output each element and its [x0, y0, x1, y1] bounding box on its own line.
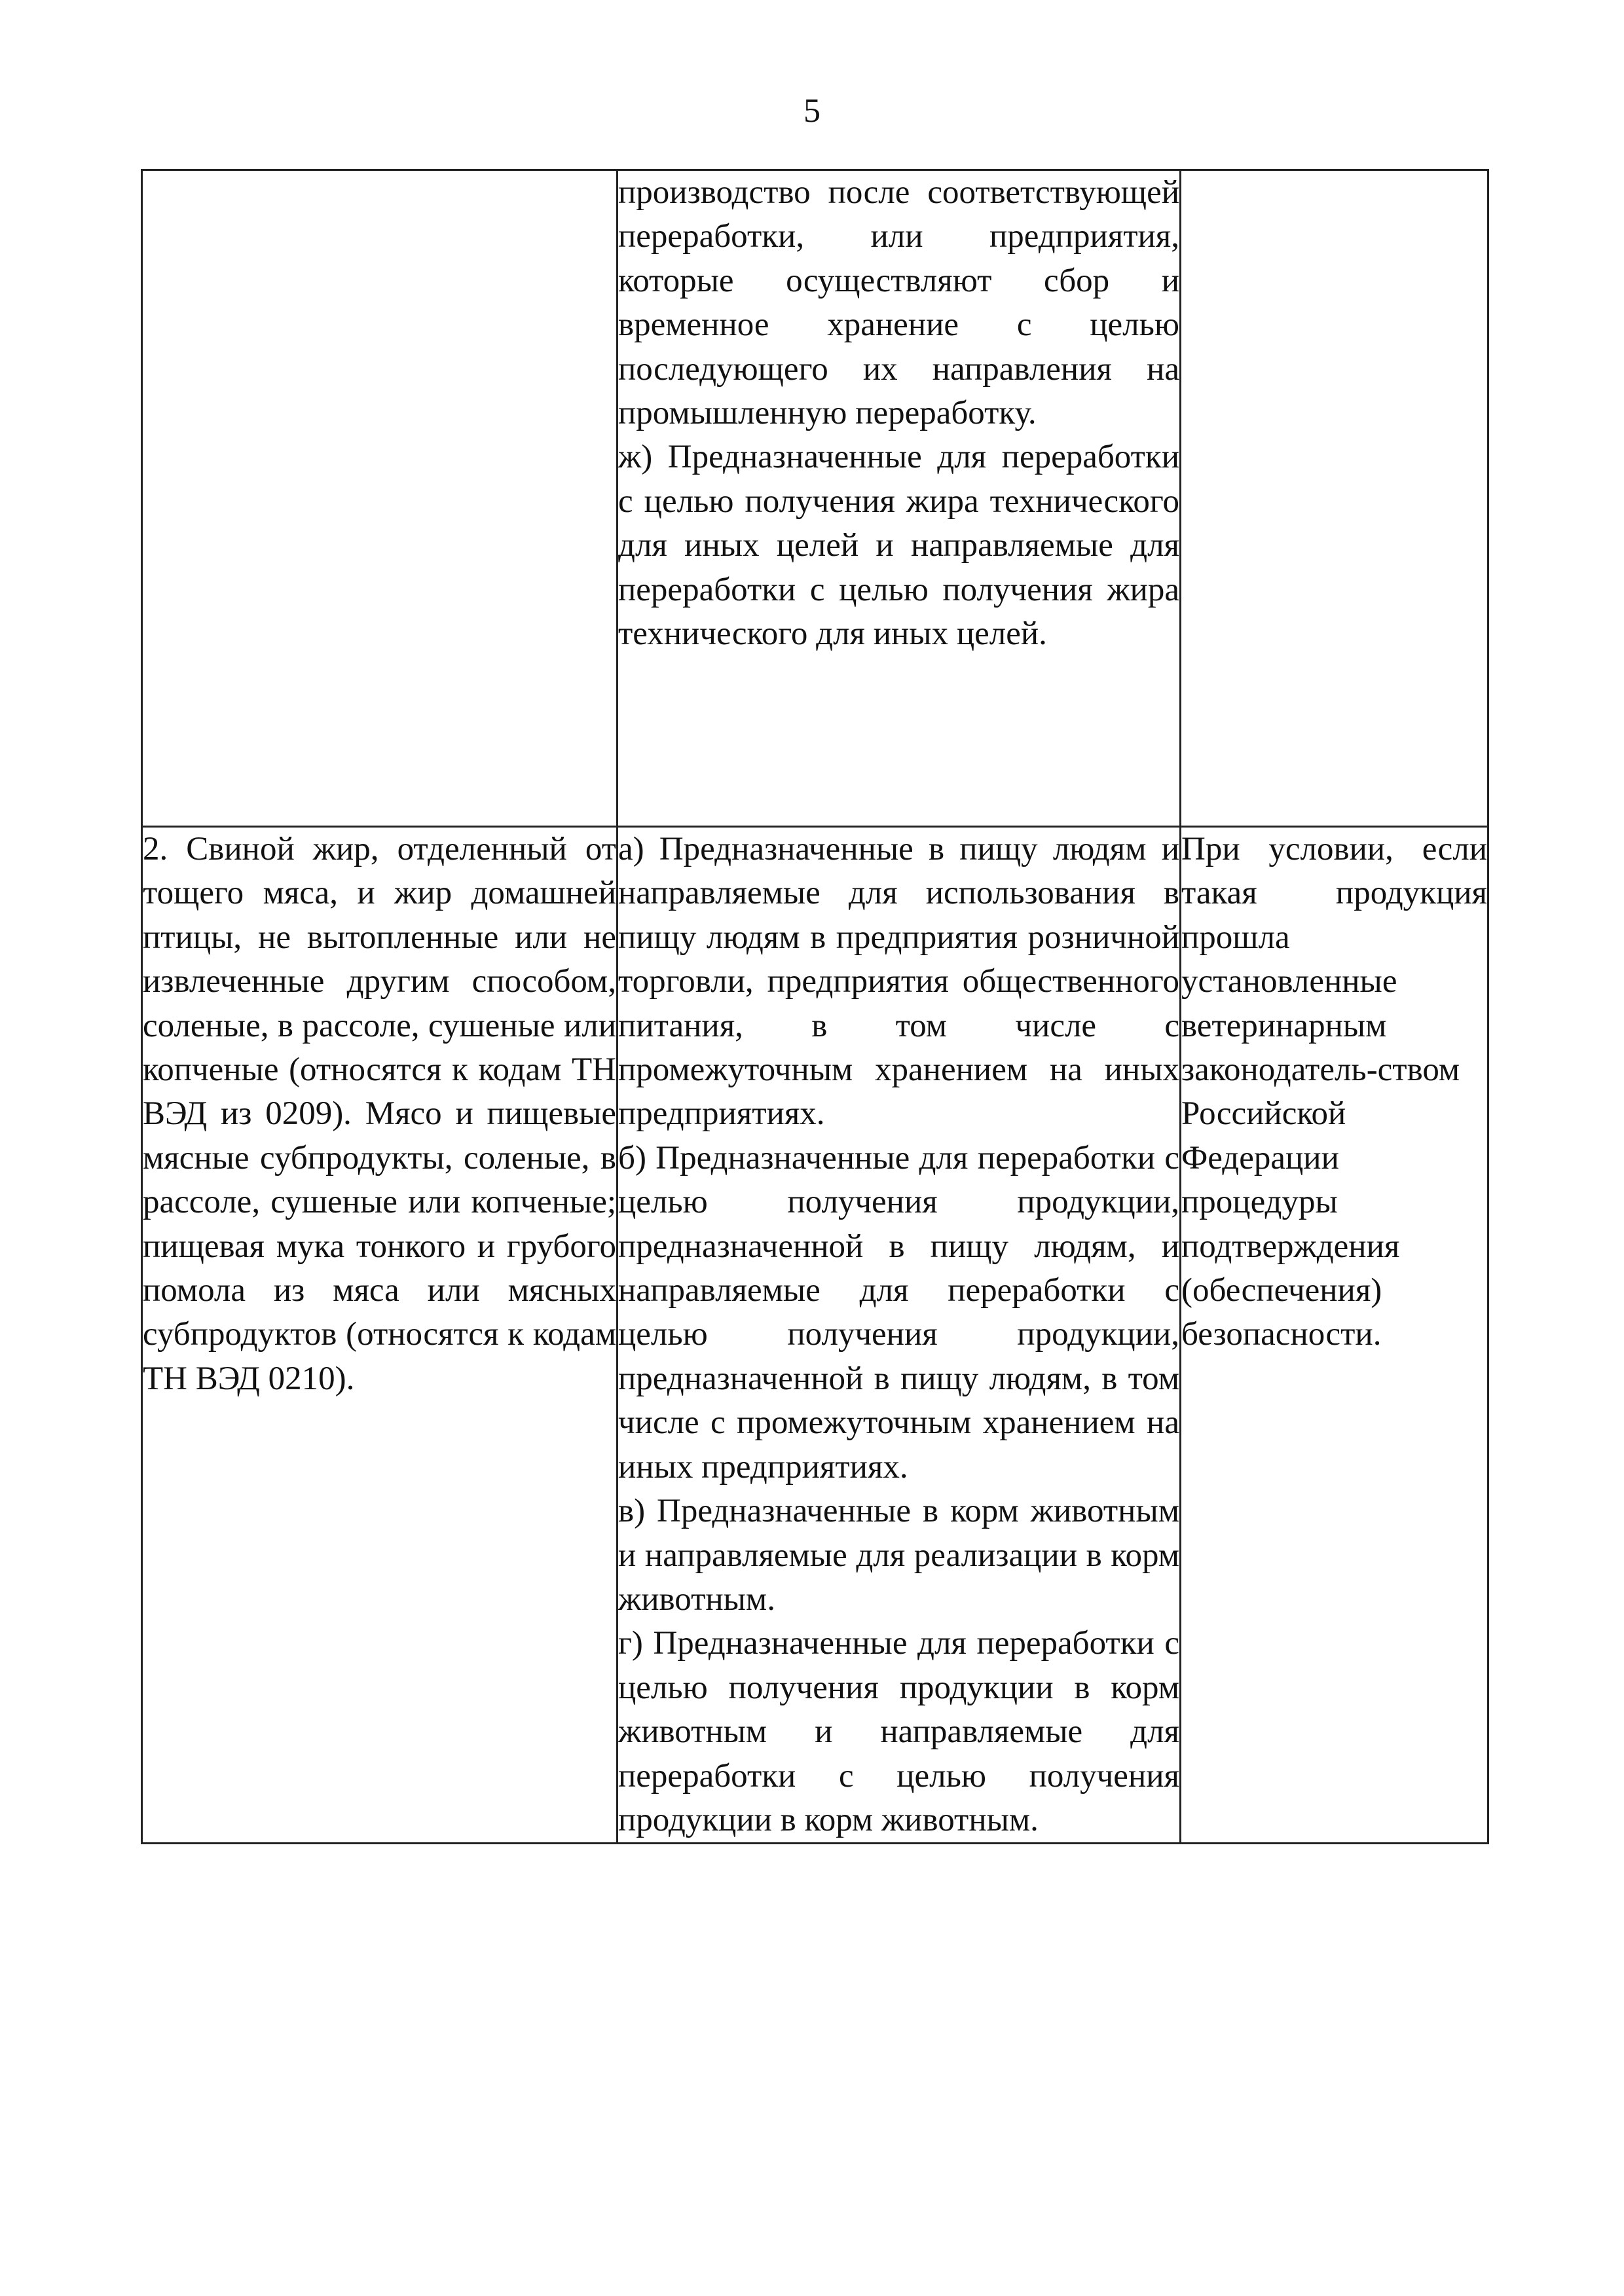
row2-product-description: 2. Свиной жир, отделенный от тощего мяса, и жир домашней птицы, не вытопленные или не извлеченные другим способом, соленые, в рассоле, сушеные или копченые (относятся к кодам ТН ВЭД из 0209). Мясо и пищевые мясные субпродукты, соленые, в рассоле, сушеные или копченые; пищевая мука тонкого и грубого помола из мяса или мясных субпродуктов (относятся к кодам ТН ВЭД 0210). [143, 831, 616, 1397]
row2-col2-paragraph-a: а) Предназначенные в пищу людям и направляемые для использования в пищу людям в предприятия розничной торговли, предприятия общественного питания, в том числе с промежуточным хранением на иных предприятиях. [618, 831, 1179, 1133]
row1-col1-cell [142, 170, 618, 827]
row1-col2-cell [618, 170, 1181, 827]
row2-col2-cell [618, 827, 1181, 1844]
row2-col2-paragraph-v: в) Предназначенные в корм животным и направляемые для реализации в корм животным. [618, 1493, 1179, 1618]
row2-col1-cell [142, 827, 618, 1844]
row2-col3-cell [1181, 827, 1488, 1844]
page-number: 5 [803, 92, 821, 130]
table-row [142, 170, 1488, 827]
regulation-table [141, 169, 1489, 1844]
table-row [142, 827, 1488, 1844]
row2-col2-paragraph-g: г) Предназначенные для переработки с целью получения продукции в корм животным и направляемые для переработки с целью получения продукции в корм животным. [618, 1625, 1179, 1838]
row2-col2-paragraph-b: б) Предназначенные для переработки с целью получения продукции, предназначенной в пищу людям, и направляемые для переработки с целью получения продукции, предназначенной в пищу людям, в том числе с промежуточным хранением на иных предприятиях. [618, 1139, 1179, 1485]
row1-col2-paragraph-zh: ж) Предназначенные для переработки с целью получения жира технического для иных целей и направляемые для переработки с целью получения жира технического для иных целей. [618, 439, 1179, 653]
row1-col2-paragraph-continuation: производство после соответствующей переработки, или предприятия, которые осуществляют сбор и временное хранение с целью последующего их направления на промышленную переработку. [618, 174, 1179, 432]
row2-condition-text: При условии, если такая продукция прошла установленные ветеринарным законодатель-ством Российской Федерации процедуры подтверждения (обеспечения) безопасности. [1181, 831, 1487, 1353]
row1-col3-cell [1181, 170, 1488, 827]
